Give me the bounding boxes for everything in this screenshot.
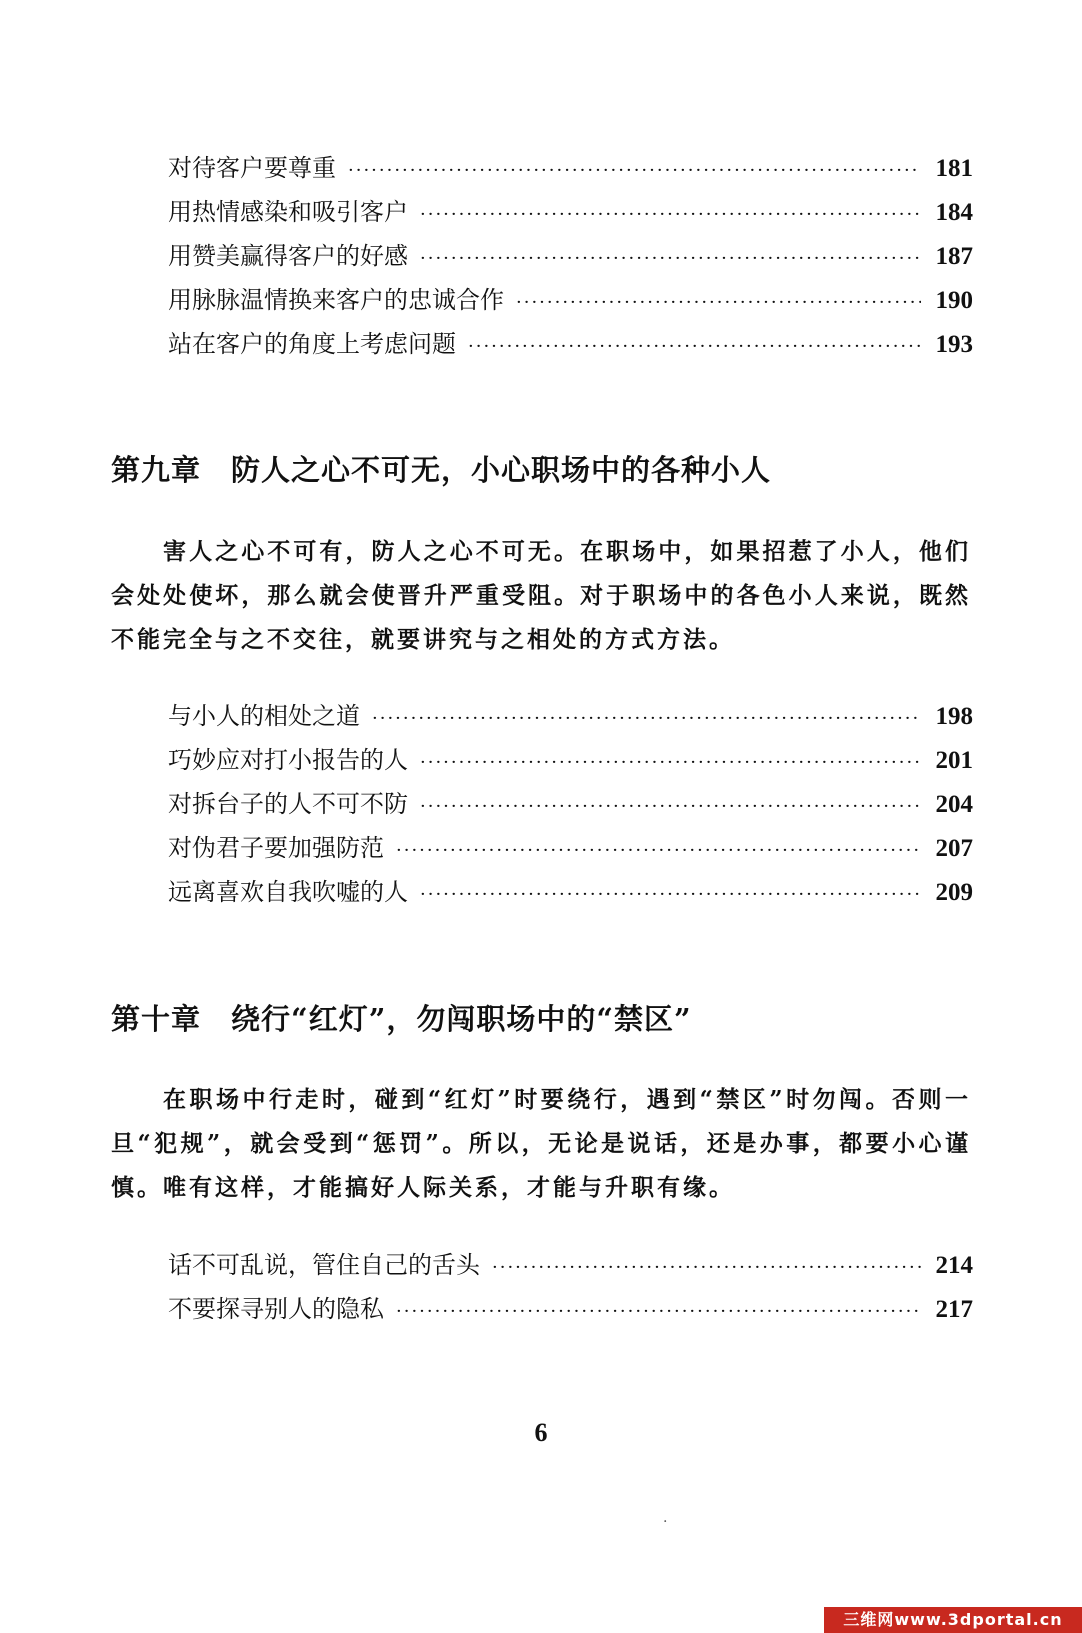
toc-leader-dots (420, 785, 921, 829)
toc-entry[interactable] (168, 278, 973, 322)
toc-entry-page: 214 (935, 1252, 973, 1279)
toc-leader-dots (516, 281, 921, 325)
toc-entry-title: 用赞美赢得客户的好感 (168, 242, 408, 270)
toc-list-continued (168, 146, 973, 366)
toc-entry-title: 巧妙应对打小报告的人 (168, 746, 408, 774)
toc-entry-page: 204 (935, 791, 973, 818)
chapter-intro: 在职场中行走时，碰到“红灯”时要绕行，遇到“禁区”时勿闯。否则一旦“犯规”，就会受到“惩罚”。所以，无论是说话，还是办事，都要小心谨慎。唯有这样，才能搞好人际关系，才能与升职有缘。 (111, 1086, 971, 1201)
toc-entry-page: 190 (935, 287, 973, 314)
toc-entry-page: 193 (935, 331, 973, 358)
toc-entry[interactable] (168, 782, 973, 826)
toc-entry-page: 207 (935, 835, 973, 862)
chapter-title: 绕行“红灯”，勿闯职场中的“禁区” (231, 1002, 692, 1036)
toc-entry-page: 201 (935, 747, 973, 774)
toc-entry-title: 远离喜欢自我吹嘘的人 (168, 878, 408, 906)
toc-list-chapter-9 (168, 694, 973, 914)
toc-entry[interactable] (168, 870, 973, 914)
toc-leader-dots (492, 1246, 921, 1290)
toc-entry[interactable] (168, 738, 973, 782)
toc-list-chapter-10 (168, 1243, 973, 1331)
toc-entry[interactable] (168, 322, 973, 366)
toc-entry[interactable] (168, 190, 973, 234)
chapter-number: 第九章 (111, 453, 202, 487)
toc-entry-page: 184 (935, 199, 973, 226)
toc-entry[interactable] (168, 146, 973, 190)
toc-leader-dots (420, 193, 921, 237)
toc-entry-title: 对伪君子要加强防范 (168, 834, 384, 862)
toc-leader-dots (420, 741, 921, 785)
toc-entry-title: 站在客户的角度上考虑问题 (168, 330, 456, 358)
toc-entry-title: 用热情感染和吸引客户 (168, 198, 408, 226)
toc-leader-dots (372, 697, 921, 741)
chapter-heading[interactable] (111, 997, 971, 1038)
page-number: 6 (534, 1418, 548, 1447)
toc-entry[interactable] (168, 826, 973, 870)
chapter-heading[interactable] (111, 448, 971, 489)
toc-entry[interactable] (168, 234, 973, 278)
toc-entry-title: 对待客户要尊重 (168, 154, 336, 182)
chapter-intro: 害人之心不可有，防人之心不可无。在职场中，如果招惹了小人，他们会处处使坏，那么就会使晋升严重受阻。对于职场中的各色小人来说，既然不能完全与之不交往，就要讲究与之相处的方式方法。 (111, 538, 971, 653)
toc-entry-title: 与小人的相处之道 (168, 702, 360, 730)
site-watermark: 三维网www.3dportal.cn (824, 1607, 1082, 1633)
toc-entry-page: 187 (935, 243, 973, 270)
toc-leader-dots (420, 237, 921, 281)
toc-entry-page: 181 (935, 155, 973, 182)
toc-entry[interactable] (168, 1243, 973, 1287)
toc-entry-page: 217 (935, 1296, 973, 1323)
toc-leader-dots (396, 829, 921, 873)
chapter-title: 防人之心不可无，小心职场中的各种小人 (231, 453, 772, 487)
toc-leader-dots (396, 1290, 921, 1334)
chapter-number: 第十章 (111, 1002, 202, 1036)
toc-entry-page: 198 (935, 703, 973, 730)
scan-speck: . (663, 1510, 668, 1526)
toc-leader-dots (468, 325, 921, 369)
toc-entry-title: 对拆台子的人不可不防 (168, 790, 408, 818)
toc-entry[interactable] (168, 694, 973, 738)
toc-entry-title: 话不可乱说，管住自己的舌头 (168, 1251, 480, 1279)
toc-leader-dots (420, 873, 921, 917)
toc-entry-title: 用脉脉温情换来客户的忠诚合作 (168, 286, 504, 314)
toc-entry[interactable] (168, 1287, 973, 1331)
toc-entry-page: 209 (935, 879, 973, 906)
toc-entry-title: 不要探寻别人的隐私 (168, 1295, 384, 1323)
toc-leader-dots (348, 149, 921, 193)
